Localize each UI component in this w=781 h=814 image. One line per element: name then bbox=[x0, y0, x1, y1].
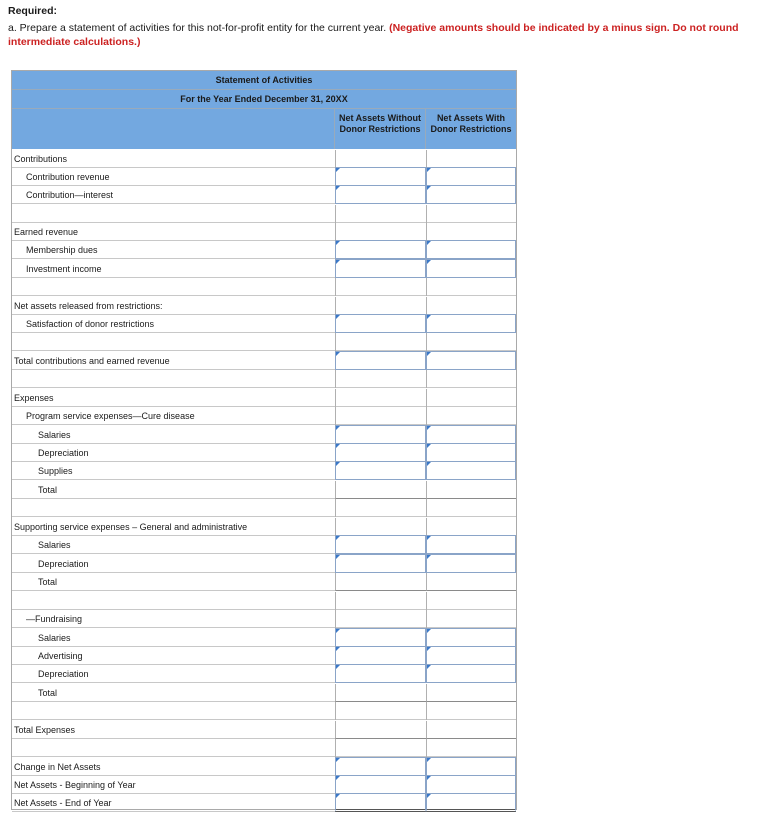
amount-input-without-restrictions[interactable] bbox=[335, 185, 426, 204]
amount-cell-without-restrictions bbox=[335, 278, 426, 296]
statement-row bbox=[12, 702, 516, 720]
row-label: Salaries bbox=[38, 430, 71, 440]
row-label: Expenses bbox=[14, 393, 54, 403]
amount-input-with-restrictions[interactable] bbox=[426, 757, 516, 776]
statement-row bbox=[12, 462, 516, 480]
instruction-text: a. Prepare a statement of activities for this not-for-profit entity for the current year. bbox=[8, 22, 387, 34]
amount-input-without-restrictions[interactable] bbox=[335, 425, 426, 444]
statement-row bbox=[12, 186, 516, 204]
amount-cell-with-restrictions bbox=[426, 389, 516, 407]
statement-row bbox=[12, 389, 516, 407]
column-header-row bbox=[12, 109, 516, 149]
row-label: Depreciation bbox=[38, 559, 89, 569]
statement-row bbox=[12, 352, 516, 370]
amount-cell-without-restrictions bbox=[335, 518, 426, 536]
amount-input-without-restrictions[interactable] bbox=[335, 461, 426, 480]
row-label: Contributions bbox=[14, 154, 68, 164]
amount-cell-with-restrictions bbox=[426, 333, 516, 351]
amount-cell-without-restrictions bbox=[335, 389, 426, 407]
amount-input-with-restrictions[interactable] bbox=[426, 351, 516, 370]
amount-cell-with-restrictions bbox=[426, 278, 516, 296]
amount-cell-with-restrictions[interactable] bbox=[426, 793, 516, 812]
amount-cell-without-restrictions bbox=[335, 407, 426, 425]
amount-cell-with-restrictions bbox=[426, 370, 516, 388]
amount-cell-with-restrictions bbox=[426, 702, 516, 720]
row-label: Depreciation bbox=[38, 669, 89, 679]
required-label: Required: bbox=[8, 5, 58, 17]
amount-cell-without-restrictions bbox=[335, 370, 426, 388]
statement-row bbox=[12, 573, 516, 591]
statement-row bbox=[12, 315, 516, 333]
statement-row bbox=[12, 168, 516, 186]
instruction-note: (Negative amounts should be indicated by a minus sign. Do not round intermediate calculations.) bbox=[8, 22, 739, 48]
row-label: Investment income bbox=[26, 264, 102, 274]
row-label: Advertising bbox=[38, 651, 83, 661]
statement-row bbox=[12, 592, 516, 610]
row-label: Total bbox=[38, 485, 58, 495]
row-label: Supporting service expenses – General and administrative bbox=[14, 522, 248, 532]
amount-cell-without-restrictions bbox=[335, 721, 426, 739]
statement-row bbox=[12, 665, 516, 683]
amount-cell-with-restrictions bbox=[426, 481, 516, 499]
amount-input-without-restrictions[interactable] bbox=[335, 443, 426, 462]
amount-input-with-restrictions[interactable] bbox=[426, 314, 516, 333]
amount-cell-without-restrictions bbox=[335, 684, 426, 702]
amount-input-without-restrictions[interactable] bbox=[335, 775, 426, 794]
statement-row bbox=[12, 684, 516, 702]
row-label: Net Assets - Beginning of Year bbox=[14, 780, 136, 790]
amount-cell-without-restrictions bbox=[335, 481, 426, 499]
amount-input-without-restrictions[interactable] bbox=[335, 554, 426, 573]
amount-input-with-restrictions[interactable] bbox=[426, 664, 516, 683]
amount-input-with-restrictions[interactable] bbox=[426, 443, 516, 462]
amount-input-without-restrictions[interactable] bbox=[335, 646, 426, 665]
row-label: Membership dues bbox=[26, 245, 98, 255]
statement-row bbox=[12, 481, 516, 499]
row-label: Satisfaction of donor restrictions bbox=[26, 319, 155, 329]
statement-row bbox=[12, 518, 516, 536]
statement-row bbox=[12, 297, 516, 315]
row-label: Total bbox=[38, 688, 58, 698]
statement-row bbox=[12, 278, 516, 296]
amount-input-with-restrictions[interactable] bbox=[426, 628, 516, 647]
amount-cell-without-restrictions bbox=[335, 150, 426, 168]
amount-cell-without-restrictions bbox=[335, 499, 426, 517]
statement-row bbox=[12, 555, 516, 573]
amount-cell-without-restrictions bbox=[335, 297, 426, 315]
amount-cell-without-restrictions bbox=[335, 739, 426, 757]
row-label: Total bbox=[38, 577, 58, 587]
statement-row bbox=[12, 260, 516, 278]
statement-title: Statement of Activities bbox=[12, 71, 516, 90]
amount-cell-with-restrictions bbox=[426, 721, 516, 739]
amount-cell-with-restrictions bbox=[426, 610, 516, 628]
amount-cell-without-restrictions bbox=[335, 223, 426, 241]
amount-cell-with-restrictions bbox=[426, 684, 516, 702]
column-header-with-restrictions: Net Assets With Donor Restrictions bbox=[430, 113, 512, 134]
statement-row bbox=[12, 241, 516, 259]
amount-cell-without-restrictions bbox=[335, 610, 426, 628]
statement-row bbox=[12, 536, 516, 554]
statement-row bbox=[12, 426, 516, 444]
row-label: Contribution revenue bbox=[26, 172, 110, 182]
amount-input-with-restrictions[interactable] bbox=[426, 240, 516, 259]
row-label: Net assets released from restrictions: bbox=[14, 301, 163, 311]
statement-row bbox=[12, 721, 516, 739]
row-label: Change in Net Assets bbox=[14, 762, 101, 772]
amount-cell-with-restrictions bbox=[426, 223, 516, 241]
statement-row bbox=[12, 629, 516, 647]
amount-cell-with-restrictions bbox=[426, 499, 516, 517]
row-label: —Fundraising bbox=[26, 614, 83, 624]
statement-row bbox=[12, 499, 516, 517]
amount-input-with-restrictions[interactable] bbox=[426, 646, 516, 665]
row-label: Salaries bbox=[38, 633, 71, 643]
amount-cell-without-restrictions bbox=[335, 573, 426, 591]
statement-row bbox=[12, 150, 516, 168]
amount-input-without-restrictions[interactable] bbox=[335, 351, 426, 370]
amount-cell-without-restrictions[interactable] bbox=[335, 793, 426, 812]
amount-input-with-restrictions[interactable] bbox=[426, 461, 516, 480]
amount-input-without-restrictions[interactable] bbox=[335, 167, 426, 186]
amount-input-without-restrictions[interactable] bbox=[335, 240, 426, 259]
amount-input-without-restrictions[interactable] bbox=[335, 535, 426, 554]
statement-row bbox=[12, 794, 516, 812]
statement-row bbox=[12, 370, 516, 388]
row-label: Salaries bbox=[38, 540, 71, 550]
row-label: Contribution—interest bbox=[26, 190, 114, 200]
amount-input-with-restrictions[interactable] bbox=[426, 185, 516, 204]
amount-input-with-restrictions[interactable] bbox=[426, 535, 516, 554]
column-header-without-restrictions: Net Assets Without Donor Restrictions bbox=[338, 113, 422, 134]
amount-input-without-restrictions[interactable] bbox=[335, 757, 426, 776]
amount-cell-with-restrictions bbox=[426, 407, 516, 425]
instructions bbox=[8, 21, 776, 49]
amount-input-without-restrictions[interactable] bbox=[335, 628, 426, 647]
row-label: Depreciation bbox=[38, 448, 89, 458]
statement-row bbox=[12, 610, 516, 628]
amount-cell-with-restrictions bbox=[426, 592, 516, 610]
amount-cell-without-restrictions bbox=[335, 205, 426, 223]
amount-input-without-restrictions[interactable] bbox=[335, 259, 426, 278]
row-label: Supplies bbox=[38, 466, 73, 476]
amount-input-with-restrictions[interactable] bbox=[426, 259, 516, 278]
amount-input-with-restrictions[interactable] bbox=[426, 167, 516, 186]
statement-period: For the Year Ended December 31, 20XX bbox=[12, 90, 516, 109]
row-label: Net Assets - End of Year bbox=[14, 798, 112, 808]
amount-input-with-restrictions[interactable] bbox=[426, 425, 516, 444]
row-label: Earned revenue bbox=[14, 227, 79, 237]
amount-input-without-restrictions[interactable] bbox=[335, 664, 426, 683]
amount-cell-with-restrictions bbox=[426, 573, 516, 591]
statement-row bbox=[12, 333, 516, 351]
row-label: Total Expenses bbox=[14, 725, 76, 735]
amount-cell-with-restrictions bbox=[426, 297, 516, 315]
statement-row bbox=[12, 223, 516, 241]
amount-cell-without-restrictions bbox=[335, 702, 426, 720]
statement-row bbox=[12, 739, 516, 757]
amount-cell-with-restrictions bbox=[426, 739, 516, 757]
row-label: Program service expenses—Cure disease bbox=[26, 411, 195, 421]
statement-row bbox=[12, 776, 516, 794]
statement-row bbox=[12, 758, 516, 776]
statement-of-activities-table bbox=[11, 70, 517, 810]
statement-row bbox=[12, 444, 516, 462]
statement-row bbox=[12, 647, 516, 665]
amount-cell-with-restrictions bbox=[426, 150, 516, 168]
amount-cell-with-restrictions bbox=[426, 518, 516, 536]
row-label: Total contributions and earned revenue bbox=[14, 356, 170, 366]
amount-input-without-restrictions[interactable] bbox=[335, 314, 426, 333]
amount-cell-without-restrictions bbox=[335, 592, 426, 610]
amount-input-with-restrictions[interactable] bbox=[426, 554, 516, 573]
amount-input-with-restrictions[interactable] bbox=[426, 775, 516, 794]
statement-row bbox=[12, 407, 516, 425]
statement-row bbox=[12, 205, 516, 223]
amount-cell-with-restrictions bbox=[426, 205, 516, 223]
amount-cell-without-restrictions bbox=[335, 333, 426, 351]
